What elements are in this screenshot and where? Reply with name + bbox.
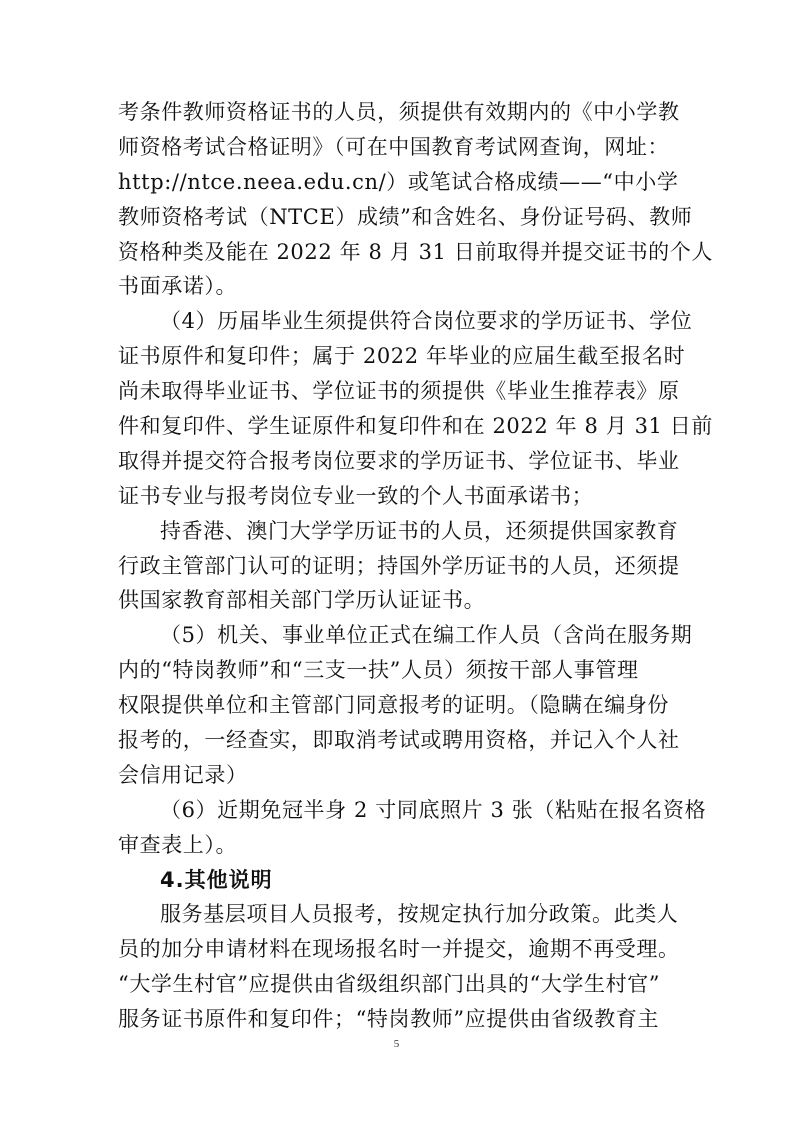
- text-line: 会信用记录）: [118, 762, 248, 787]
- text-line: 持香港、澳门大学学历证书的人员，还须提供国家教育: [160, 518, 679, 543]
- text-line: 审查表上）。: [118, 832, 238, 857]
- text-line: 证书专业与报考岗位专业一致的个人书面承诺书；: [118, 483, 594, 508]
- document-body: [118, 95, 713, 1037]
- text-line: 证书原件和复印件；属于 2022 年毕业的应届生截至报名时: [118, 344, 686, 369]
- text-line: 员的加分申请材料在现场报名时一并提交，逾期不再受理。: [118, 937, 680, 962]
- text-line: （4）历届毕业生须提供符合岗位要求的学历证书、学位: [160, 309, 693, 334]
- page-number: 5: [393, 1038, 400, 1050]
- text-line: 供国家教育部相关部门学历认证证书。: [118, 588, 486, 613]
- text-line: 权限提供单位和主管部门同意报考的证明。（隐瞒在编身份: [118, 693, 670, 718]
- text-line: 服务证书原件和复印件；“特岗教师”应提供由省级教育主: [118, 1007, 660, 1032]
- text-line: 师资格考试合格证明》（可在中国教育考试网查询，网址：: [118, 134, 670, 159]
- text-line: 尚未取得毕业证书、学位证书的须提供《毕业生推荐表》原: [118, 379, 680, 404]
- text-line: （5）机关、事业单位正式在编工作人员（含尚在服务期: [160, 623, 693, 648]
- text-line: 服务基层项目人员报考，按规定执行加分政策。此类人: [160, 902, 679, 927]
- text-line: 行政主管部门认可的证明；持国外学历证书的人员，还须提: [118, 553, 680, 578]
- text-line: http://ntce.neea.edu.cn/）或笔试合格成绩——“中小学: [118, 169, 679, 194]
- text-line: 内的“特岗教师”和“三支一扶”人员）须按干部人事管理: [118, 658, 639, 683]
- text-line: 件和复印件、学生证原件和复印件和在 2022 年 8 月 31 日前: [118, 414, 713, 439]
- text-line: 教师资格考试（NTCE）成绩”和含姓名、身份证号码、教师: [118, 204, 693, 229]
- text-line: 考条件教师资格证书的人员，须提供有效期内的《中小学教: [118, 100, 680, 124]
- text-line: 书面承诺）。: [118, 274, 238, 299]
- text-line: “大学生村官”应提供由省级组织部门出具的“大学生村官”: [118, 972, 661, 997]
- text-line: 报考的，一经查实，即取消考试或聘用资格，并记入个人社: [118, 728, 680, 753]
- section-heading: 4.其他说明: [160, 867, 273, 892]
- text-line: 取得并提交符合报考岗位要求的学历证书、学位证书、毕业: [118, 448, 680, 473]
- text-line: （6）近期免冠半身 2 寸同底照片 3 张（粘贴在报名资格: [160, 797, 707, 822]
- text-line: 资格种类及能在 2022 年 8 月 31 日前取得并提交证书的个人: [118, 239, 713, 264]
